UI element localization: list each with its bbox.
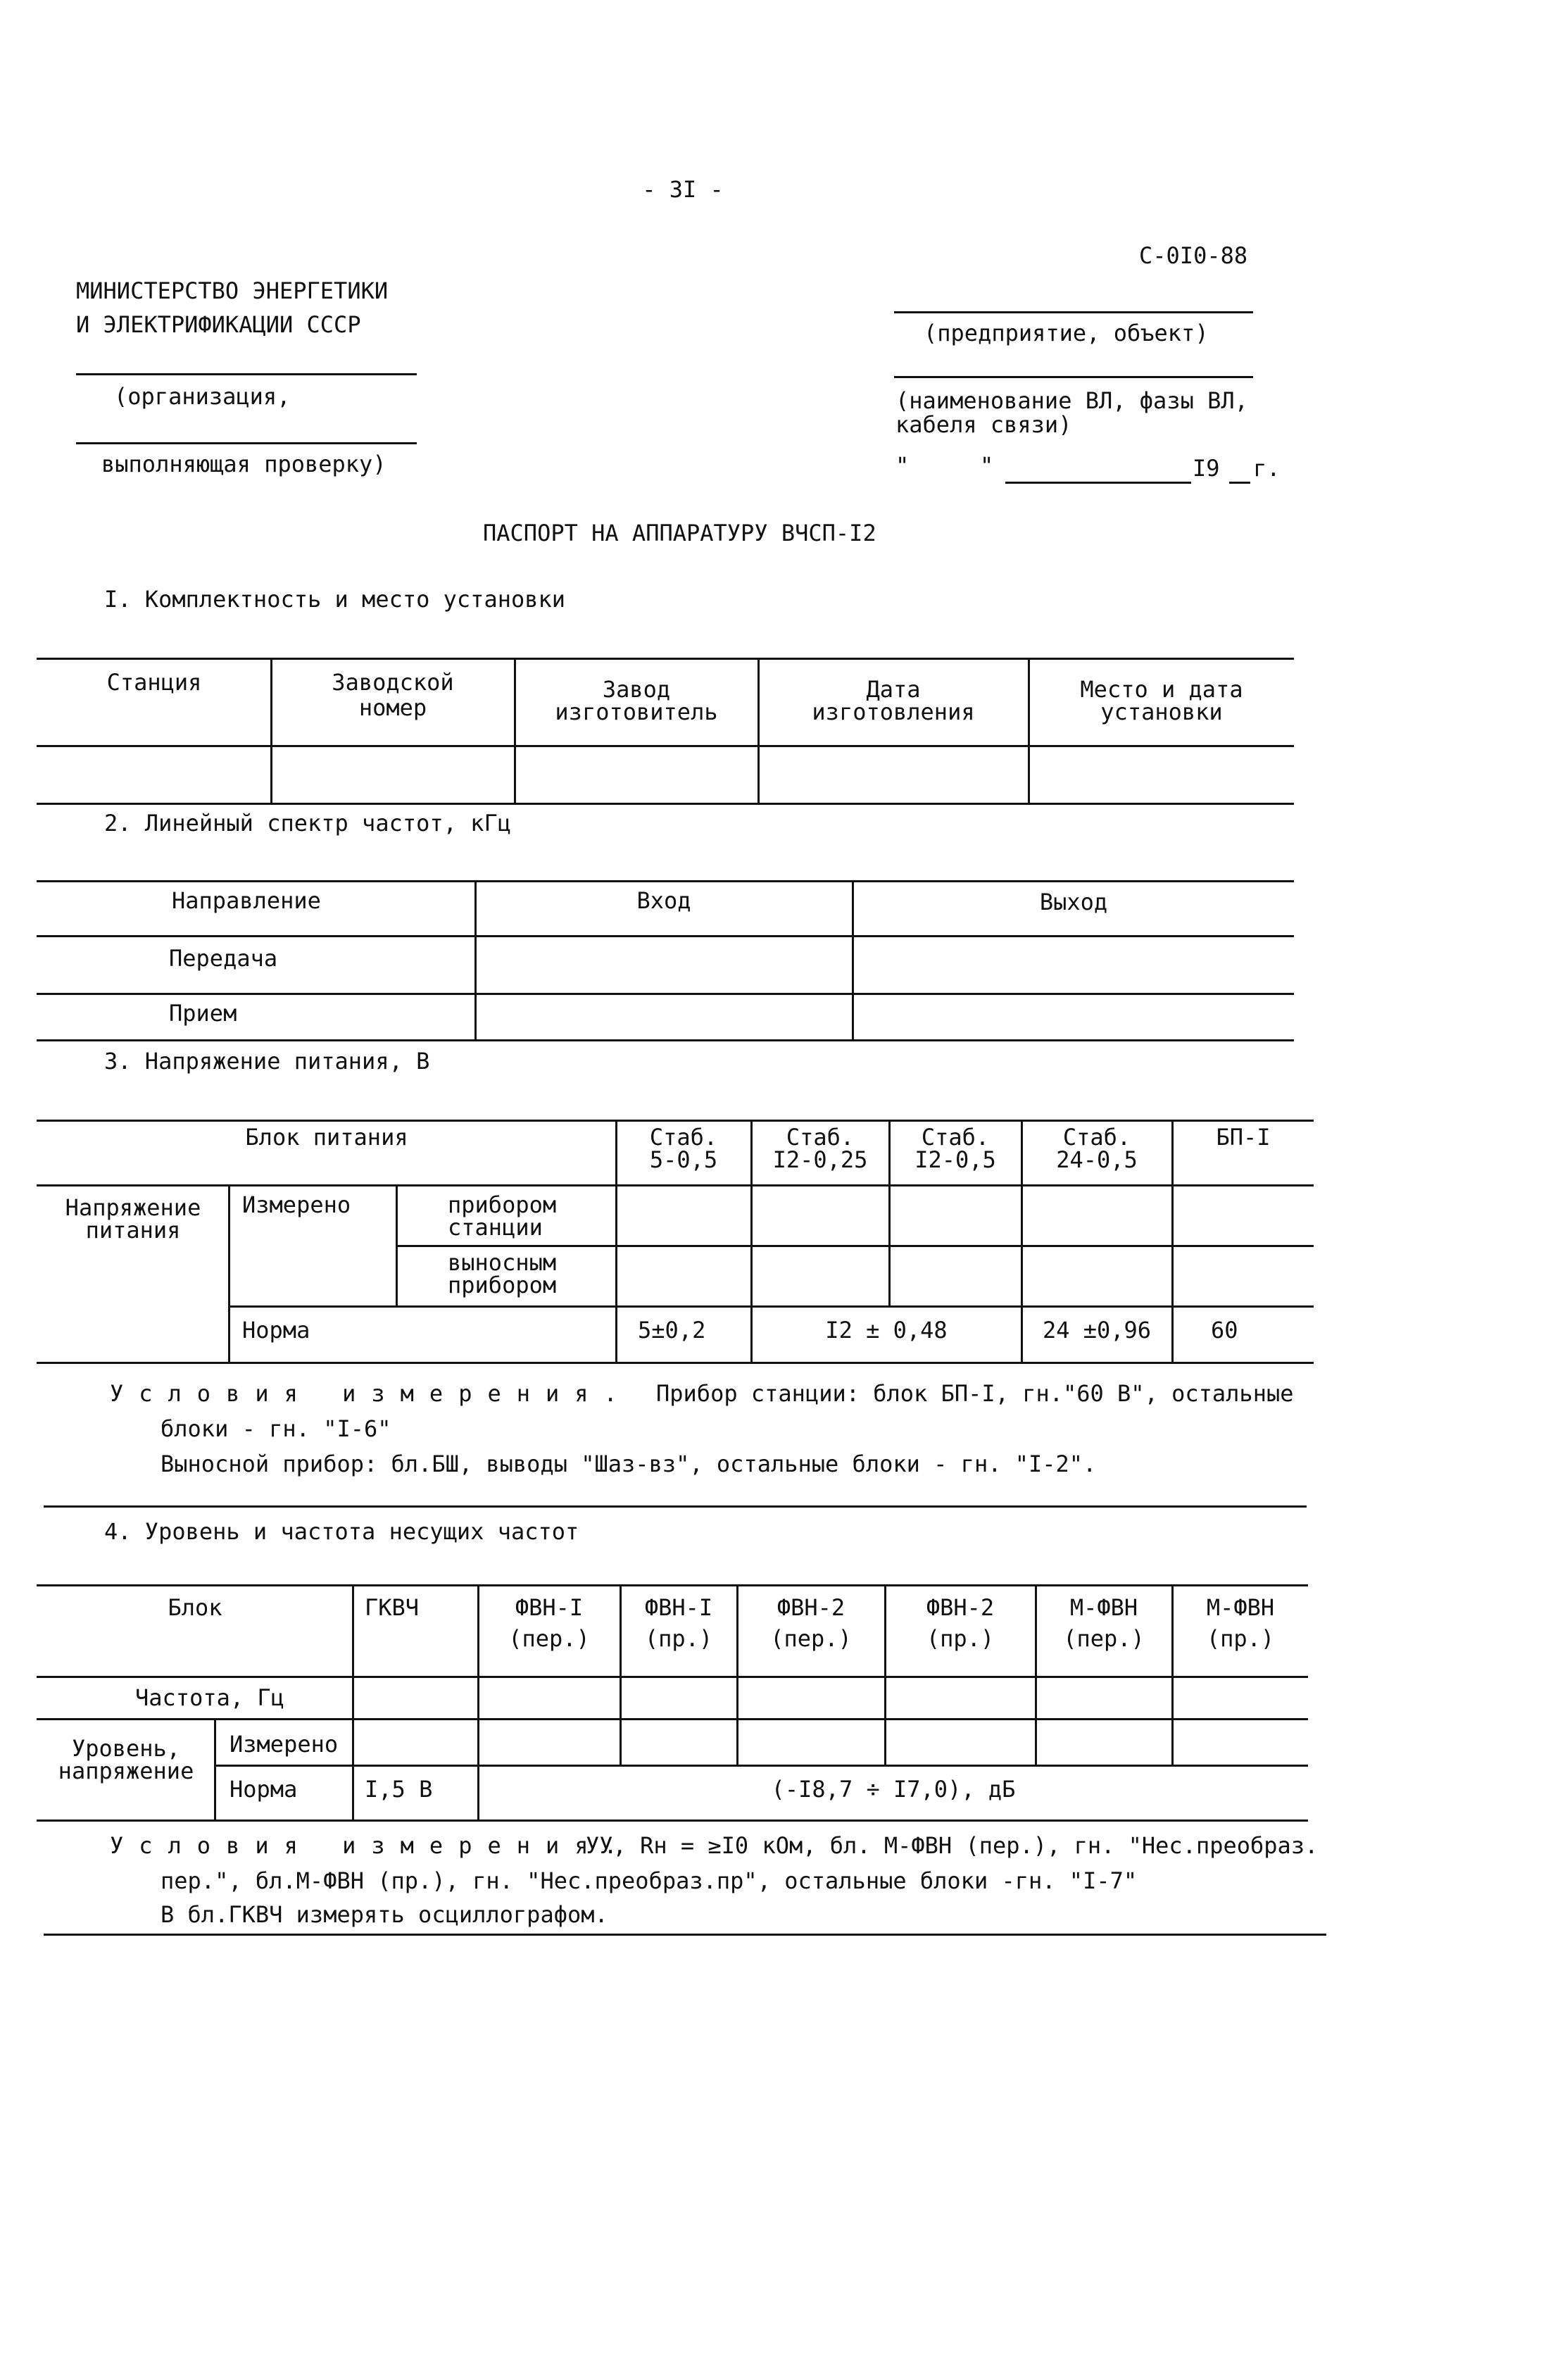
table1-top-rule bbox=[37, 658, 1294, 660]
date-quote-close: " bbox=[980, 452, 994, 479]
table4-top-rule bbox=[37, 1584, 1308, 1586]
table3-measured: Измерено bbox=[242, 1191, 351, 1218]
table4-divider bbox=[352, 1584, 354, 1820]
table4-level-label: Уровень, bbox=[71, 1735, 181, 1762]
table3-row-rule bbox=[396, 1245, 1314, 1247]
ministry-line-1: МИНИСТЕРСТВО ЭНЕРГЕТИКИ bbox=[76, 277, 389, 304]
section-3-conditions-label: Условия измерения. bbox=[110, 1380, 633, 1407]
table3-header-stab-4-value: 24-0,5 bbox=[1056, 1146, 1138, 1173]
table1-header-manufacture-date: Дата bbox=[866, 676, 921, 703]
table4-header-fvn2-rx: ФВН-2 bbox=[926, 1594, 995, 1621]
section-1-heading: I. Комплектность и место установки bbox=[104, 586, 566, 613]
table1-header-rule bbox=[37, 745, 1294, 747]
table1-header-station: Станция bbox=[106, 669, 202, 696]
table1-header-install-2: установки bbox=[1100, 699, 1223, 725]
section-3-end-rule bbox=[44, 1505, 1307, 1508]
table1-header-install: Место и дата bbox=[1080, 676, 1243, 703]
table4-frequency-row: Частота, Гц bbox=[135, 1684, 284, 1711]
table4-header-fvn1-rx: ФВН-I bbox=[644, 1594, 713, 1621]
table3-header-stab-1-value: 5-0,5 bbox=[649, 1146, 718, 1173]
section-3-conditions-line-1: Прибор станции: блок БП-I, гн."60 В", остальные bbox=[656, 1380, 1294, 1407]
table3-divider bbox=[396, 1184, 398, 1305]
table4-header-mfvn-rx: М-ФВН bbox=[1206, 1594, 1275, 1621]
table3-header-stab-3: Стаб. bbox=[921, 1124, 990, 1151]
date-month-line bbox=[1005, 482, 1191, 484]
table3-header-power-block: Блок питания bbox=[245, 1124, 408, 1151]
table3-header-stab-4: Стаб. bbox=[1062, 1124, 1131, 1151]
table2-bottom-rule bbox=[37, 1039, 1294, 1041]
section-4-conditions-line-3: В бл.ГКВЧ измерять осциллографом. bbox=[161, 1901, 608, 1928]
table3-station-device-2: станции bbox=[448, 1214, 543, 1241]
table4-header-fvn2-tx-2: (пер.) bbox=[770, 1625, 852, 1652]
table4-header-fvn2-tx: ФВН-2 bbox=[776, 1594, 845, 1621]
date-quote-open: " bbox=[895, 452, 910, 479]
organization-caption-2: выполняющая проверку) bbox=[101, 451, 386, 477]
table3-bottom-rule bbox=[37, 1362, 1314, 1364]
table2-row-rule bbox=[37, 935, 1294, 937]
section-3-conditions-line-3: Выносной прибор: бл.БШ, выводы "Шаз-вз", остальные блоки - гн. "I-2". bbox=[161, 1451, 1097, 1477]
table2-row-rule bbox=[37, 993, 1294, 995]
table4-row-rule bbox=[214, 1765, 1308, 1767]
page-number: - 3I - bbox=[642, 176, 724, 203]
section-3-heading: 3. Напряжение питания, В bbox=[104, 1048, 430, 1075]
table4-divider bbox=[214, 1718, 216, 1820]
table3-header-stab-3-value: I2-0,5 bbox=[914, 1146, 996, 1173]
enterprise-line bbox=[894, 311, 1253, 313]
section-4-conditions-label: Условия измерения. bbox=[110, 1832, 633, 1859]
table1-bottom-rule bbox=[37, 803, 1294, 805]
table3-remote-device-2: прибором bbox=[448, 1272, 557, 1298]
table3-header-stab-2-value: I2-0,25 bbox=[772, 1146, 868, 1173]
section-4-conditions-line-1: УУ, Rн = ≥I0 кОм, бл. М-ФВН (пер.), гн. "Нес.преобраз. bbox=[586, 1832, 1319, 1859]
table3-row-label-2: питания bbox=[85, 1217, 181, 1244]
date-year-line bbox=[1229, 482, 1250, 484]
table3-header-stab-1: Стаб. bbox=[649, 1124, 718, 1151]
table4-header-mfvn-tx-2: (пер.) bbox=[1063, 1625, 1145, 1652]
table3-header-bp: БП-I bbox=[1216, 1124, 1271, 1151]
power-line-name-line bbox=[894, 376, 1253, 378]
organization-caption: (организация, bbox=[114, 383, 291, 410]
table2-top-rule bbox=[37, 880, 1294, 882]
table1-header-manufacturer-2: изготовитель bbox=[555, 699, 718, 725]
table3-divider bbox=[228, 1184, 230, 1362]
table3-norm-stab-5: 5±0,2 bbox=[638, 1317, 706, 1344]
table4-row-rule bbox=[37, 1718, 1308, 1720]
table2-header-direction: Направление bbox=[172, 887, 321, 914]
table3-header-stab-2: Стаб. bbox=[786, 1124, 855, 1151]
table4-norm: Норма bbox=[230, 1776, 298, 1803]
document-code: С-0I0-88 bbox=[1139, 242, 1248, 269]
power-line-caption-1: (наименование ВЛ, фазы ВЛ, bbox=[895, 387, 1248, 414]
table3-row-rule bbox=[228, 1305, 1314, 1308]
table4-bottom-rule bbox=[37, 1820, 1308, 1822]
table4-header-fvn1-tx: ФВН-I bbox=[515, 1594, 584, 1621]
table4-header-fvn1-rx-2: (пр.) bbox=[644, 1625, 713, 1652]
date-suffix: г. bbox=[1253, 455, 1281, 482]
table4-range-norm: (-I8,7 ÷ I7,0), дБ bbox=[771, 1776, 1016, 1803]
table1-header-manufacturer: Завод bbox=[602, 676, 671, 703]
table2-header-input: Вход bbox=[636, 887, 691, 914]
table1-header-manufacture-date-2: изготовления bbox=[812, 699, 975, 725]
table3-norm-stab-24: 24 ±0,96 bbox=[1042, 1317, 1152, 1344]
table3-norm-bp: 60 bbox=[1211, 1317, 1238, 1344]
section-3-conditions-line-2: блоки - гн. "I-6" bbox=[161, 1415, 391, 1442]
section-2-heading: 2. Линейный спектр частот, кГц bbox=[104, 810, 511, 837]
table4-gkvch-norm: I,5 В bbox=[365, 1776, 433, 1803]
table4-header-fvn2-rx-2: (пр.) bbox=[926, 1625, 995, 1652]
ministry-line-2: И ЭЛЕКТРИФИКАЦИИ СССР bbox=[76, 311, 361, 338]
table1-header-serial: Заводской bbox=[332, 669, 454, 696]
table4-row-rule bbox=[37, 1676, 1308, 1678]
table2-row-receive: Прием bbox=[169, 1000, 237, 1027]
table3-divider bbox=[1171, 1120, 1174, 1362]
table3-remote-device: выносным bbox=[448, 1249, 557, 1276]
table4-level-label-2: напряжение bbox=[58, 1758, 194, 1784]
table4-header-fvn1-tx-2: (пер.) bbox=[508, 1625, 590, 1652]
table4-measured: Измерено bbox=[230, 1731, 339, 1758]
section-4-conditions-line-2: пер.", бл.М-ФВН (пр.), гн. "Нес.преобраз.пр", остальные блоки -гн. "I-7" bbox=[161, 1867, 1138, 1894]
table3-norm-stab-12: I2 ± 0,48 bbox=[825, 1317, 948, 1344]
organization-line bbox=[76, 373, 417, 375]
table4-header-mfvn-rx-2: (пр.) bbox=[1206, 1625, 1275, 1652]
date-year: I9 bbox=[1193, 455, 1220, 482]
table4-header-mfvn-tx: М-ФВН bbox=[1069, 1594, 1138, 1621]
table1-header-serial-2: номер bbox=[358, 694, 427, 721]
table2-header-output: Выход bbox=[1039, 889, 1108, 915]
table3-top-rule bbox=[37, 1120, 1314, 1122]
section-4-end-rule bbox=[44, 1934, 1326, 1936]
organization-line-2 bbox=[76, 442, 417, 444]
table3-station-device: прибором bbox=[448, 1191, 557, 1218]
table4-header-block: Блок bbox=[168, 1594, 222, 1621]
enterprise-caption: (предприятие, объект) bbox=[924, 320, 1209, 346]
table2-row-transmit: Передача bbox=[169, 945, 278, 972]
table3-norm: Норма bbox=[242, 1317, 310, 1344]
document-title: ПАСПОРТ НА АППАРАТУРУ ВЧСП-I2 bbox=[483, 520, 876, 546]
table3-row-label: Напряжение bbox=[65, 1194, 201, 1221]
section-4-heading: 4. Уровень и частота несущих частот bbox=[104, 1518, 579, 1545]
table4-header-gkvch: ГКВЧ bbox=[365, 1594, 420, 1621]
power-line-caption-2: кабеля связи) bbox=[895, 411, 1072, 438]
